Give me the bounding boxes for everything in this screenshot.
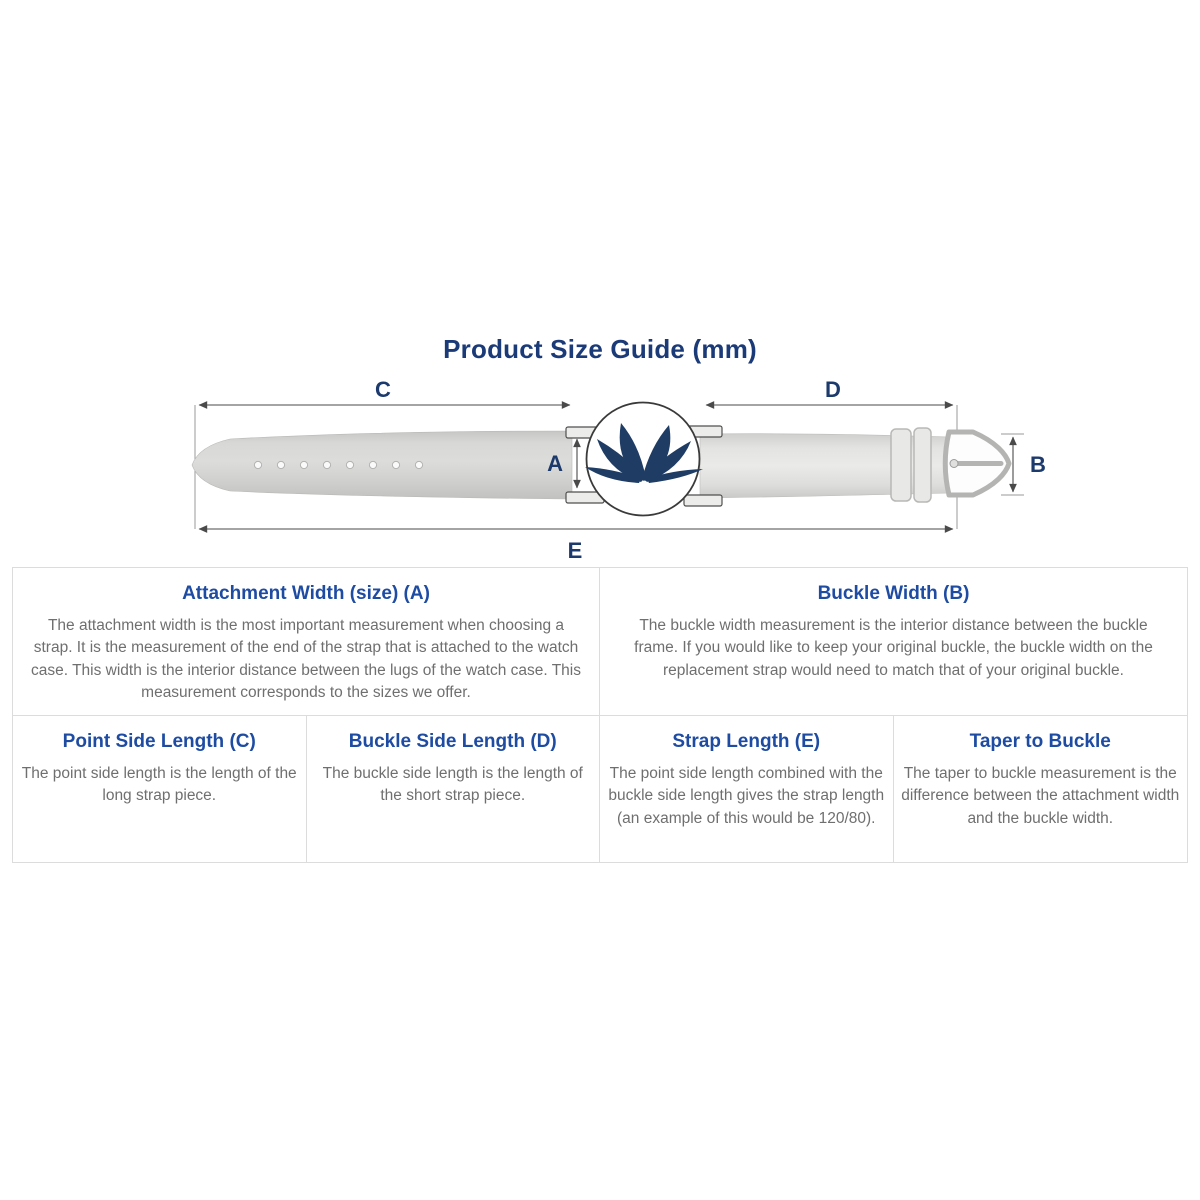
dim-label-a: A [547,451,563,476]
keeper-loops [891,428,931,502]
table-row-bottom [13,715,1187,862]
cell-strap-length [600,716,894,862]
buckle [945,432,1009,495]
cell-header: Buckle Width (B) [817,583,970,604]
cell-buckle-width [600,568,1187,715]
cell-attachment-width [13,568,600,715]
cell-header: Strap Length (E) [672,731,821,752]
watch-case [587,403,700,516]
dim-label-c: C [375,377,391,402]
dim-label-d: D [825,377,841,402]
page-title: Product Size Guide (mm) [443,334,757,364]
cell-point-side-length [13,716,307,862]
cell-taper-to-buckle [894,716,1188,862]
strap-diagram [0,367,1200,567]
cell-body: The point side length is the length of the long strap piece. [21,765,297,805]
cell-body: The taper to buckle measurement is the difference between the attachment width and the buckle width. [901,765,1180,827]
left-strap [192,431,572,499]
cell-header: Attachment Width (size) (A) [182,583,430,604]
cell-body: The point side length combined with the buckle side length gives the strap length (an example of this would be 120/80). [608,765,885,827]
dim-label-e: E [567,538,583,563]
dim-label-b: B [1030,452,1046,477]
cell-body: The buckle width measurement is the interior distance between the buckle frame. If you would like to keep your original buckle, the buckle width on the replacement strap would need to match that of your original buckle. [634,617,1153,679]
right-strap [700,434,950,498]
cell-header: Buckle Side Length (D) [348,731,557,752]
table-row-top [13,568,1187,715]
cell-buckle-side-length [307,716,601,862]
cell-body: The buckle side length is the length of the short strap piece. [322,765,583,805]
cell-header: Point Side Length (C) [62,731,256,752]
cell-body: The attachment width is the most important measurement when choosing a strap. It is the measurement of the end of the strap that is attached to the watch case. This width is the interior distance between the lugs of the watch case. This measurement corresponds to the sizes we offer. [31,617,581,702]
size-definition-table [12,567,1188,863]
cell-header: Taper to Buckle [969,731,1111,752]
